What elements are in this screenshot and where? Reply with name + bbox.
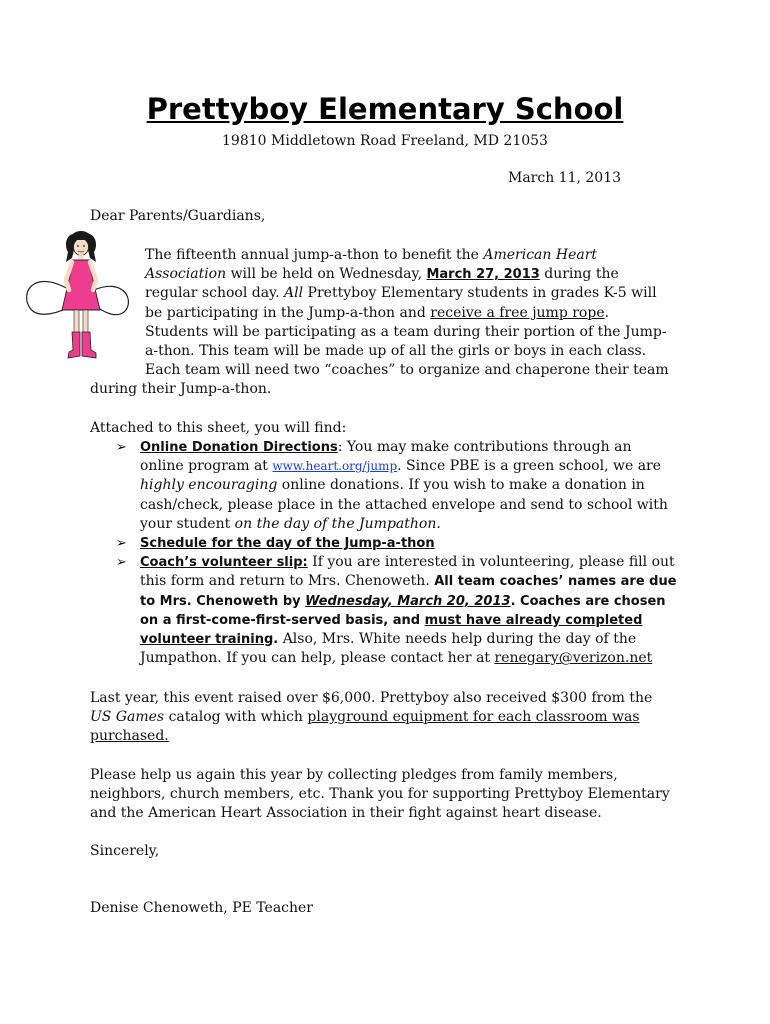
coach-deadline: Wednesday, March 20, 2013 xyxy=(305,593,511,609)
intro-paragraph: The fifteenth annual jump-a-thon to benefit the American Heart Association will be held on Wednesday, March 27, 2013 during the regular school day. All Prettyboy Elementary students in grades K-5 will be participating in the Jump-a-thon and receive a free jump rope. Students will be participating as a team during their portion of the Jump- a-thon. This team will be made up of all the girls or boys in each class. Each team will need two “coaches” to organize and chaperone their team during their Jump-a-thon. xyxy=(90,247,669,398)
signature: Denise Chenoweth, PE Teacher xyxy=(90,900,314,916)
list-item: ➢ Coach’s volunteer slip: If you are interested in volunteering, please fill out this form and return to Mrs. Chenoweth. All team coaches’ names are due to Mrs. Chenoweth by Wednesday, March 20, 2013. Coaches are chosen on a first-come-first-served basis, and must have already completed volunteer training. Also, Mrs. White needs help during the day of the Jumpathon. If you can help, please contact her at renegary@verizon.net xyxy=(116,554,677,667)
attached-intro: Attached to this sheet, you will find: xyxy=(90,420,347,436)
coach-slip-heading: Coach’s volunteer slip: xyxy=(140,555,308,571)
salutation: Dear Parents/Guardians, xyxy=(90,208,266,224)
last-year-paragraph: Last year, this event raised over $6,000. Prettyboy also received $300 from the US Games catalog with which playground equipment for each classroom was purchased. xyxy=(90,690,653,745)
jumpathon-date: March 27, 2013 xyxy=(426,267,540,283)
online-donation-heading: Online Donation Directions xyxy=(140,440,338,455)
list-item xyxy=(90,534,710,553)
school-title: Prettyboy Elementary School xyxy=(146,92,624,126)
schedule-heading: Schedule for the day of the Jump-a-thon xyxy=(140,536,435,552)
letter-date: March 11, 2013 xyxy=(508,170,622,186)
appeal-paragraph: Please help us again this year by collecting pledges from family members, neighbors, church members, etc. Thank you for supporting Prettyboy Elementary and the American Heart Association in their fight against heart disease. xyxy=(90,767,670,822)
heart-org-link[interactable]: www.heart.org/jump xyxy=(272,459,398,474)
contact-email-link[interactable]: renegary@verizon.net xyxy=(494,650,653,667)
school-address: 19810 Middletown Road Freeland, MD 21053 xyxy=(222,133,548,149)
arrow-bullet-icon: ➢ xyxy=(116,536,127,552)
closing: Sincerely, xyxy=(90,843,160,859)
arrow-bullet-icon: ➢ xyxy=(116,440,127,455)
arrow-bullet-icon: ➢ xyxy=(116,555,127,571)
list-item: ➢ Online Donation Directions: You may make contributions through an online program at www.heart.org/jump. Since PBE is a green school, we are highly encouraging online donations. If you wish to make a donation in cash/check, please place in the attached envelope and send to school with your student on the day of the Jumpathon. xyxy=(116,439,668,532)
attachment-list xyxy=(90,438,710,668)
